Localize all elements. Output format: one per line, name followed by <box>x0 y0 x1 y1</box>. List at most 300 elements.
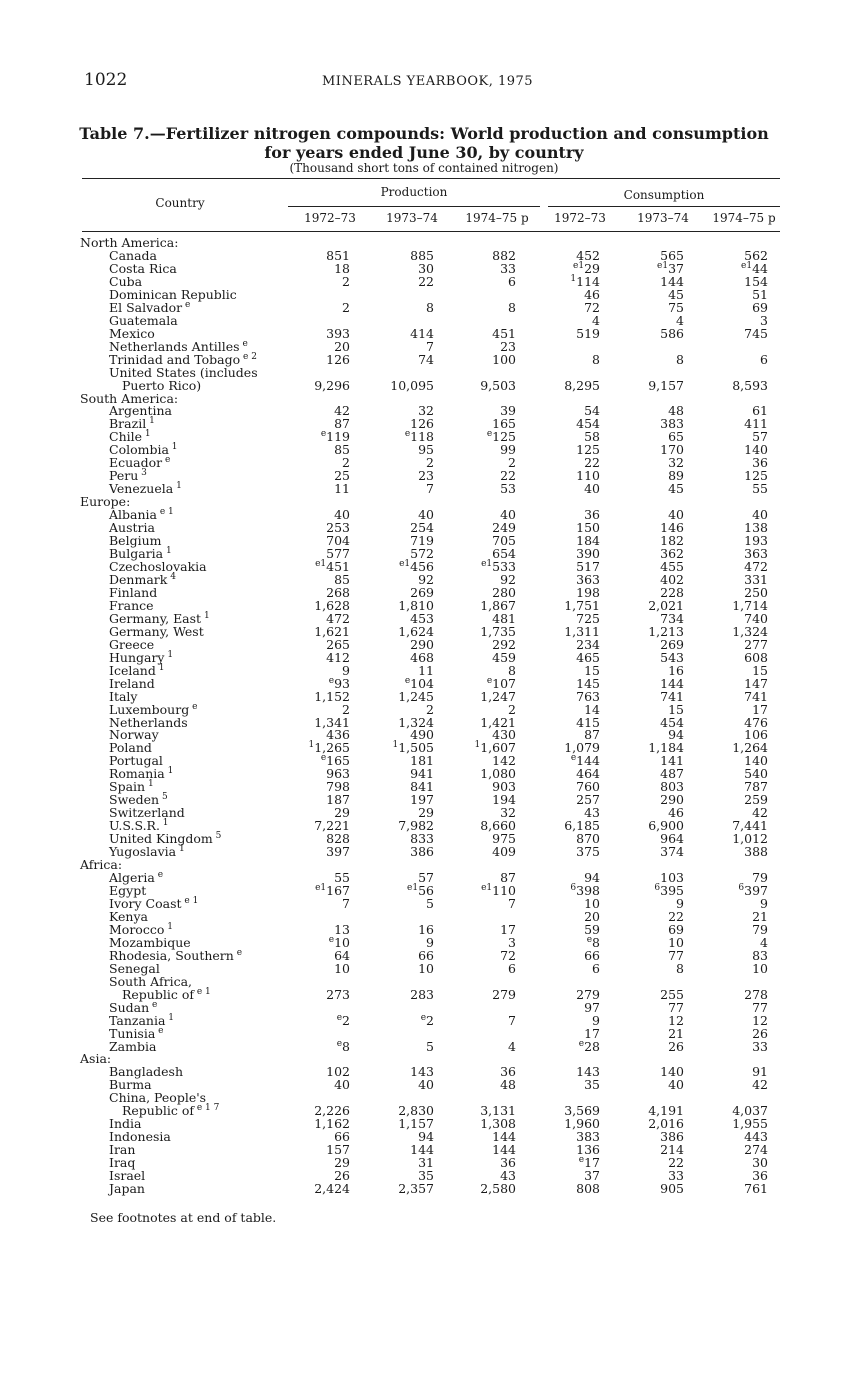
table-row <box>0 586 848 599</box>
consumption-cell: 1,012 <box>732 831 768 847</box>
production-cell: 85 <box>334 571 350 587</box>
consumption-cell: 16 <box>668 662 684 678</box>
consumption-cell: 59 <box>584 921 600 937</box>
production-cell: 35 <box>418 1168 434 1184</box>
country-label: Israel <box>109 1168 146 1184</box>
production-cell: $^1$1,265 <box>308 740 350 756</box>
consumption-cell: $^{e1}$44 <box>741 260 768 276</box>
country-label: Algeria $^e$ <box>109 869 164 886</box>
consumption-cell: 905 <box>660 1181 684 1197</box>
production-cell: 126 <box>410 416 434 432</box>
country-label: Colombia $^1$ <box>109 442 178 458</box>
production-cell: 66 <box>418 947 434 963</box>
production-cell: 2,580 <box>480 1181 516 1197</box>
country-label: Yugoslavia $^1$ <box>109 843 185 860</box>
production-cell: 386 <box>410 844 434 860</box>
consumption-cell: 964 <box>660 831 684 847</box>
production-cell: 481 <box>492 610 516 626</box>
consumption-cell: 415 <box>576 714 600 730</box>
production-cell: 100 <box>492 351 516 367</box>
consumption-cell: 1,714 <box>732 597 768 613</box>
production-cell: 851 <box>326 247 350 263</box>
production-cell: 885 <box>410 247 434 263</box>
production-cell: 273 <box>326 986 350 1002</box>
country-label: Mexico <box>109 325 155 341</box>
production-cell: 2,424 <box>314 1181 350 1197</box>
country-label: Iran <box>109 1142 136 1158</box>
production-cell: 290 <box>410 636 434 652</box>
table-row <box>0 249 848 262</box>
consumption-cell: 43 <box>584 805 600 821</box>
production-cell: $^e$2 <box>336 1012 350 1028</box>
consumption-cell: $^e$144 <box>570 753 600 769</box>
consumption-cell: 10 <box>752 960 768 976</box>
country-label: Costa Rica <box>109 260 177 276</box>
consumption-cell: 40 <box>668 1077 684 1093</box>
country-label: Rhodesia, Southern $^e$ <box>109 947 243 963</box>
production-cell: 2 <box>426 701 434 717</box>
consumption-cell: 33 <box>752 1038 768 1054</box>
production-cell: 1,157 <box>398 1116 434 1132</box>
consumption-cell: 97 <box>584 999 600 1015</box>
production-cell: 1,867 <box>480 597 516 613</box>
consumption-cell: 1,955 <box>732 1116 768 1132</box>
consumption-cell: 193 <box>744 533 768 549</box>
consumption-cell: 140 <box>660 1064 684 1080</box>
consumption-cell: 58 <box>584 429 600 445</box>
region-label: North America: <box>80 235 179 250</box>
country-label: Tanzania $^1$ <box>109 1012 175 1028</box>
table-row <box>0 366 848 379</box>
consumption-cell: 455 <box>660 559 684 574</box>
consumption-cell: 472 <box>744 559 768 574</box>
consumption-cell: 17 <box>584 1025 600 1041</box>
production-cell: 1,421 <box>480 714 516 730</box>
production-cell: 798 <box>326 779 350 795</box>
consumption-cell: 734 <box>660 610 684 626</box>
consumption-cell: 69 <box>668 921 684 937</box>
production-cell: $^e$93 <box>328 675 350 691</box>
consumption-cell: 42 <box>752 805 768 821</box>
table-row <box>0 573 848 586</box>
production-cell: 705 <box>492 533 516 549</box>
production-cell: 1,628 <box>314 597 350 613</box>
consumption-cell: 443 <box>744 1129 768 1145</box>
production-cell: 3,131 <box>480 1103 516 1119</box>
country-label: Canada <box>109 247 157 263</box>
consumption-cell: 741 <box>660 688 684 704</box>
production-cell: 64 <box>334 947 350 963</box>
production-cell: 43 <box>500 1168 516 1184</box>
production-cell: 654 <box>492 546 516 562</box>
consumption-cell: 6,900 <box>648 818 684 834</box>
consumption-cell: 255 <box>660 986 684 1002</box>
production-cell: $^{e1}$451 <box>315 558 350 574</box>
consumption-cell: 363 <box>744 546 768 562</box>
country-label: Argentina <box>109 403 172 419</box>
consumption-cell: 274 <box>744 1142 768 1158</box>
consumption-cell: 110 <box>576 468 600 484</box>
production-cell: 39 <box>500 403 516 419</box>
consumption-cell: 79 <box>752 921 768 937</box>
consumption-cell: 36 <box>752 455 768 471</box>
region-label: Asia: <box>80 1051 112 1067</box>
consumption-cell: 517 <box>576 559 600 574</box>
country-label: Italy <box>109 688 138 704</box>
table-subtitle: (Thousand short tons of contained nitrogen) <box>289 161 559 175</box>
consumption-cell: $^6$398 <box>570 882 600 898</box>
consumption-cell: 278 <box>744 986 768 1002</box>
country-label: Spain $^1$ <box>109 779 154 795</box>
consumption-cell: 362 <box>660 546 684 562</box>
consumption-cell: 402 <box>660 571 684 587</box>
production-cell: 9,296 <box>314 377 350 393</box>
production-cell: $^e$10 <box>328 934 350 950</box>
production-cell: 1,245 <box>398 688 434 704</box>
consumption-cell: 1,184 <box>648 740 684 756</box>
year-header: 1974–75 p <box>465 211 529 225</box>
production-cell: 963 <box>326 766 350 782</box>
country-label: Venezuela $^1$ <box>109 481 182 497</box>
country-label: Ireland <box>109 675 155 691</box>
production-cell: 254 <box>410 520 434 536</box>
consumption-cell: 8 <box>676 960 684 976</box>
production-cell: 87 <box>334 416 350 432</box>
production-cell: 280 <box>492 584 516 600</box>
production-cell: 393 <box>326 325 350 341</box>
production-cell: $^1$1,607 <box>474 740 516 756</box>
consumption-cell: 388 <box>744 844 768 860</box>
production-cell: 903 <box>492 779 516 795</box>
production-cell: 181 <box>410 753 434 769</box>
consumption-cell: 40 <box>752 507 768 523</box>
production-cell: 23 <box>500 338 516 354</box>
consumption-cell: 30 <box>752 1155 768 1171</box>
country-label: Indonesia <box>109 1129 171 1145</box>
consumption-cell: 269 <box>660 636 684 652</box>
production-cell: 472 <box>326 610 350 626</box>
consumption-cell: 519 <box>576 325 600 341</box>
consumption-cell: 35 <box>584 1077 600 1093</box>
consumption-cell: 277 <box>744 636 768 652</box>
country-label: Dominican Republic <box>109 286 237 302</box>
production-cell: 197 <box>410 792 434 808</box>
page-number: 1022 <box>84 70 128 90</box>
consumption-cell: 46 <box>584 286 600 302</box>
consumption-cell: 17 <box>752 701 768 717</box>
consumption-cell: 808 <box>576 1181 600 1197</box>
production-cell: 40 <box>418 507 434 523</box>
consumption-cell: 540 <box>744 766 768 782</box>
country-label: Greece <box>109 636 155 652</box>
consumption-cell: 487 <box>660 766 684 782</box>
consumption-cell: 61 <box>752 403 768 419</box>
table-title-line1: Table 7.—Fertilizer nitrogen compounds: World production and consumption <box>79 124 769 143</box>
consumption-cell: 454 <box>660 714 684 730</box>
consumption-cell: 8,295 <box>564 377 600 393</box>
production-cell: 32 <box>418 403 434 419</box>
production-cell: 10,095 <box>390 377 434 393</box>
production-cell: 468 <box>410 649 434 665</box>
top-rule <box>82 178 780 179</box>
consumption-cell: 146 <box>660 520 684 536</box>
production-cell: $^1$1,505 <box>392 740 434 756</box>
production-cell: 10 <box>418 960 434 976</box>
table-row <box>0 677 848 690</box>
production-cell: 94 <box>418 1129 434 1145</box>
production-cell: 7 <box>508 1012 516 1028</box>
consumption-cell: 228 <box>660 584 684 600</box>
consumption-cell: $^{e1}$29 <box>573 260 600 276</box>
production-cell: 2 <box>342 299 350 315</box>
region-label: Africa: <box>80 857 123 873</box>
region-label: Europe: <box>80 494 131 510</box>
consumption-cell: 94 <box>584 870 600 886</box>
consumption-cell: 454 <box>576 416 600 432</box>
production-cell: 48 <box>500 1077 516 1093</box>
country-label: Bangladesh <box>109 1064 184 1080</box>
consumption-cell: 198 <box>576 584 600 600</box>
production-header: Production <box>380 185 448 199</box>
consumption-cell: 465 <box>576 649 600 665</box>
consumption-cell: 390 <box>576 546 600 562</box>
country-label: Senegal <box>109 960 160 976</box>
country-header: Country <box>155 196 205 210</box>
production-cell: $^e$165 <box>320 753 350 769</box>
table-row <box>0 664 848 677</box>
table-row <box>0 353 848 366</box>
running-title: MINERALS YEARBOOK, 1975 <box>322 74 534 89</box>
production-cell: 414 <box>410 325 434 341</box>
production-cell: 11 <box>418 662 434 678</box>
consumption-cell: 2,016 <box>648 1116 684 1132</box>
production-cell: 1,624 <box>398 623 434 639</box>
production-cell: 828 <box>326 831 350 847</box>
production-cell: 975 <box>492 831 516 847</box>
year-header: 1973–74 <box>386 211 438 225</box>
production-cell: $^e$107 <box>486 675 516 691</box>
region-label: South America: <box>80 390 179 406</box>
production-cell: 9 <box>426 934 434 950</box>
production-cell: 8,660 <box>480 818 516 834</box>
consumption-cell: 8 <box>676 351 684 367</box>
consumption-cell: 1,264 <box>732 740 768 756</box>
country-label: South Africa, <box>109 973 193 989</box>
table-row <box>0 379 848 392</box>
consumption-cell: 36 <box>752 1168 768 1184</box>
country-label: Luxembourg $^e$ <box>109 701 198 717</box>
consumption-header: Consumption <box>623 188 705 202</box>
consumption-cell: 1,960 <box>564 1116 600 1132</box>
country-label: Czechoslovakia <box>109 559 207 574</box>
consumption-cell: 1,213 <box>648 623 684 639</box>
production-cell: 8 <box>426 299 434 315</box>
consumption-cell: 40 <box>668 507 684 523</box>
consumption-cell: 184 <box>576 533 600 549</box>
production-cell: $^{e1}$110 <box>481 882 516 898</box>
consumption-cell: 140 <box>744 442 768 458</box>
production-cell: 704 <box>326 533 350 549</box>
production-cell: 26 <box>334 1168 350 1184</box>
consumption-cell: 48 <box>668 403 684 419</box>
table-row <box>0 288 848 301</box>
production-cell: 279 <box>492 986 516 1002</box>
country-label: Brazil $^1$ <box>109 416 155 432</box>
consumption-cell: 46 <box>668 805 684 821</box>
production-cell: 6 <box>508 960 516 976</box>
production-cell: 33 <box>500 260 516 276</box>
production-cell: 53 <box>500 481 516 497</box>
consumption-cell: 761 <box>744 1181 768 1197</box>
production-cell: 29 <box>334 1155 350 1171</box>
consumption-cell: 543 <box>660 649 684 665</box>
production-cell: 99 <box>500 442 516 458</box>
table-row <box>0 1014 848 1027</box>
production-cell: 409 <box>492 844 516 860</box>
production-cell: 1,308 <box>480 1116 516 1132</box>
consumption-cell: 57 <box>752 429 768 445</box>
consumption-cell: 763 <box>576 688 600 704</box>
production-cell: 269 <box>410 584 434 600</box>
production-cell: 144 <box>410 1142 434 1158</box>
consumption-cell: 77 <box>752 999 768 1015</box>
consumption-cell: 331 <box>744 571 768 587</box>
country-label: China, People's <box>109 1090 207 1106</box>
year-header: 1974–75 p <box>712 211 776 225</box>
country-label: Burma <box>109 1077 152 1093</box>
country-label: France <box>109 597 154 613</box>
consumption-cell: 250 <box>744 584 768 600</box>
consumption-cell: 8,593 <box>732 377 768 393</box>
production-cell: 17 <box>500 921 516 937</box>
production-cell: 2,357 <box>398 1181 434 1197</box>
consumption-cell: 259 <box>744 792 768 808</box>
production-cell: 4 <box>508 1038 516 1054</box>
consumption-cell: 103 <box>660 870 684 886</box>
table-row <box>0 1040 848 1053</box>
country-label: Japan <box>109 1181 145 1197</box>
table-title-line2: for years ended June 30, by country <box>264 143 584 162</box>
consumption-cell: 45 <box>668 286 684 302</box>
consumption-cell: 1,324 <box>732 623 768 639</box>
consumption-cell: 12 <box>752 1012 768 1028</box>
consumption-cell: 4 <box>760 934 768 950</box>
production-cell: 7 <box>342 895 350 911</box>
consumption-cell: 803 <box>660 779 684 795</box>
consumption-cell: 69 <box>752 299 768 315</box>
consumption-cell: $^1$114 <box>570 273 600 289</box>
consumption-cell: 94 <box>668 727 684 743</box>
consumption-cell: 279 <box>576 986 600 1002</box>
production-cell: 268 <box>326 584 350 600</box>
consumption-cell: 8 <box>592 351 600 367</box>
country-label: Iceland $^1$ <box>109 662 165 678</box>
production-cell: 3 <box>508 934 516 950</box>
table-row <box>0 625 848 638</box>
consumption-cell: 6 <box>592 960 600 976</box>
consumption-cell: 1,079 <box>564 740 600 756</box>
table-row <box>0 651 848 664</box>
table-row <box>0 962 848 975</box>
country-label: U.S.S.R. $^1$ <box>109 818 169 834</box>
production-cell: 9 <box>342 662 350 678</box>
production-cell: 87 <box>500 870 516 886</box>
consumption-cell: 586 <box>660 325 684 341</box>
consumption-cell: 386 <box>660 1129 684 1145</box>
production-cell: 882 <box>492 247 516 263</box>
production-cell: $^e$118 <box>404 429 434 445</box>
production-cell: 2 <box>508 455 516 471</box>
consumption-cell: 125 <box>576 442 600 458</box>
country-label: Finland <box>109 584 158 600</box>
consumption-cell: $^6$395 <box>654 882 684 898</box>
production-cell: 36 <box>500 1064 516 1080</box>
country-label: El Salvador $^e$ <box>109 299 191 315</box>
consumption-cell: 745 <box>744 325 768 341</box>
production-cell: 430 <box>492 727 516 743</box>
country-label: Germany, East $^1$ <box>109 610 210 626</box>
consumption-cell: 374 <box>660 844 684 860</box>
production-cell: 572 <box>410 546 434 562</box>
consumption-cell: 83 <box>752 947 768 963</box>
table-row <box>0 845 848 858</box>
production-cell: 1,621 <box>314 623 350 639</box>
production-cell: $^{e1}$456 <box>399 558 434 574</box>
year-header: 1972–73 <box>554 211 606 225</box>
consumption-cell: 741 <box>744 688 768 704</box>
consumption-cell: 89 <box>668 468 684 484</box>
production-cell: 459 <box>492 649 516 665</box>
table-row <box>0 949 848 962</box>
production-cell: 22 <box>500 468 516 484</box>
table-row <box>0 262 848 275</box>
consumption-cell: 45 <box>668 481 684 497</box>
consumption-cell: 464 <box>576 766 600 782</box>
consumption-cell: 787 <box>744 779 768 795</box>
consumption-cell: 740 <box>744 610 768 626</box>
production-cell: 95 <box>418 442 434 458</box>
consumption-cell: 10 <box>668 934 684 950</box>
consumption-cell: 411 <box>744 416 768 432</box>
table-row <box>0 910 848 923</box>
country-label: Poland <box>109 740 152 756</box>
country-label: Puerto Rico) <box>122 377 202 393</box>
country-label: Switzerland <box>109 805 185 821</box>
header-bottom-rule <box>82 231 780 232</box>
production-cell: 577 <box>326 546 350 562</box>
production-cell: 2 <box>342 455 350 471</box>
production-cell: $^e$119 <box>320 429 350 445</box>
production-cell: 20 <box>334 338 350 354</box>
consumption-cell: 870 <box>576 831 600 847</box>
country-label: Ecuador $^e$ <box>109 455 171 471</box>
consumption-cell: 72 <box>584 299 600 315</box>
consumption-cell: 75 <box>668 299 684 315</box>
production-cell: 36 <box>500 1155 516 1171</box>
consumption-cell: 10 <box>584 895 600 911</box>
production-cell: 8 <box>508 662 516 678</box>
table-row <box>0 314 848 327</box>
consumption-cell: 608 <box>744 649 768 665</box>
production-cell: 13 <box>334 921 350 937</box>
production-cell: 11 <box>334 481 350 497</box>
production-cell: 40 <box>500 507 516 523</box>
country-label: Republic of $^{e 1 7}$ <box>122 1103 220 1119</box>
country-label: Guatemala <box>109 312 178 328</box>
consumption-cell: 20 <box>584 908 600 924</box>
year-header: 1973–74 <box>637 211 689 225</box>
consumption-cell: 42 <box>752 1077 768 1093</box>
